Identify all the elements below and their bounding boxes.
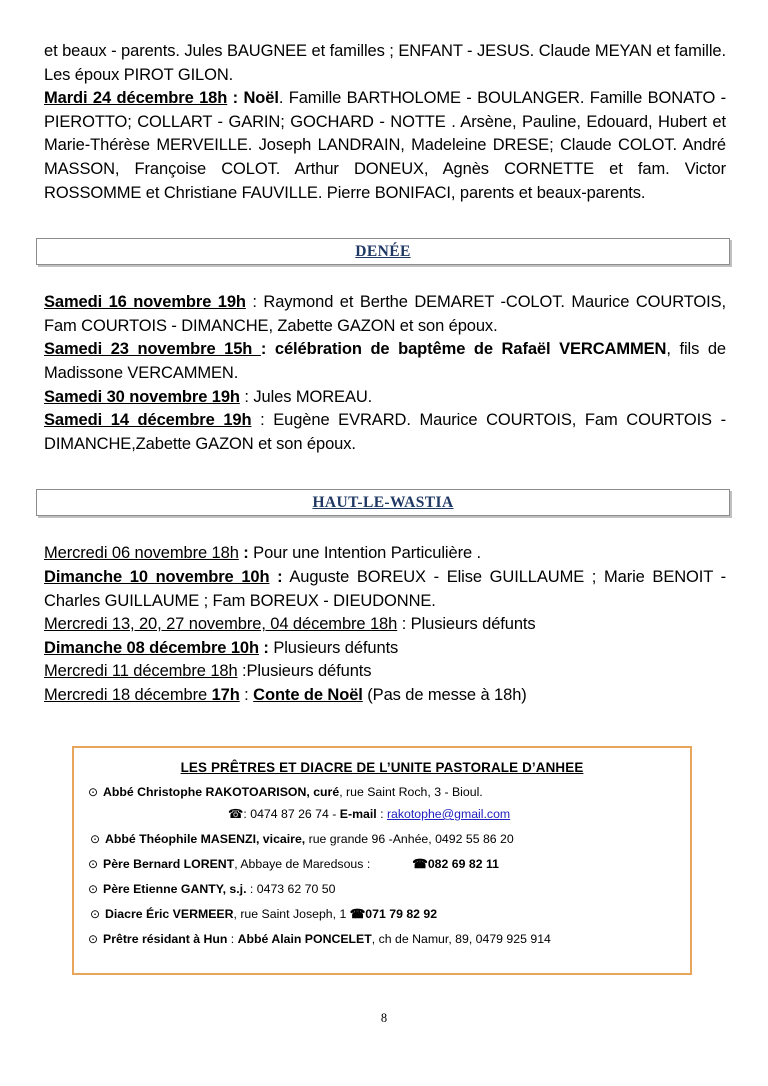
- mass-date: Samedi 30 novembre 19h: [44, 387, 240, 406]
- mass-time: 17h: [211, 685, 240, 704]
- intro-paragraph-continued: [36, 40, 730, 87]
- mass-entry: [36, 409, 730, 456]
- contact-entry-text: [103, 882, 690, 897]
- contact-row: [74, 907, 690, 922]
- mass-date: Samedi 16 novembre 19h: [44, 293, 246, 312]
- contact-entry-text: [103, 932, 690, 947]
- mass-entry: [36, 566, 730, 613]
- mass-intentions: Pour une Intention Particulière .: [248, 544, 482, 563]
- contact-address: , ch de Namur, 89, 0479 925 914: [371, 932, 551, 946]
- contact-entry-text: [103, 785, 690, 800]
- phone-icon: ☎: [349, 907, 366, 921]
- contact-row: [74, 857, 690, 872]
- email-label: E-mail: [339, 807, 377, 821]
- mass-separator: :: [239, 685, 254, 704]
- mass-separator: :: [245, 293, 264, 312]
- bullet-dot-icon: ⊙: [88, 932, 99, 946]
- contact-address: , Abbaye de Maredsous :: [234, 857, 371, 871]
- contact-entry-text: [103, 857, 690, 872]
- email-link[interactable]: rakotophe@gmail.com: [386, 807, 511, 821]
- mass-entry: [36, 542, 730, 566]
- mass-entry: [36, 684, 730, 708]
- mass-intentions: Plusieurs défunts: [410, 615, 536, 634]
- mass-entry: [36, 660, 730, 684]
- bullet-dot-icon: ⊙: [88, 857, 99, 871]
- contact-list: [74, 785, 690, 947]
- contact-entry-text: [105, 832, 690, 847]
- email-separator: :: [376, 807, 387, 821]
- mass-date: Mercredi 18 décembre: [44, 685, 212, 704]
- mass-entry: [36, 386, 730, 410]
- mass-separator: :: [269, 567, 283, 586]
- contact-address: , rue Saint Joseph, 1: [233, 907, 350, 921]
- contact-box-title: LES PRÊTRES ET DIACRE DE L’UNITE PASTORALE D’ANHEE: [180, 760, 584, 775]
- mass-separator: :: [251, 411, 274, 430]
- page-number: 8: [380, 1011, 388, 1025]
- mass-highlight: célébration de baptême de Rafaël VERCAMMEN: [274, 340, 667, 359]
- mass-separator: :: [238, 544, 249, 563]
- contact-name: Diacre Éric VERMEER: [105, 907, 234, 921]
- mass-intentions: Plusieurs défunts: [246, 662, 372, 681]
- mass-separator: :: [239, 387, 254, 406]
- section-title-denee: DENÉE: [355, 242, 411, 260]
- mass-date: Mercredi 13, 20, 27 novembre, 04 décembre 18h: [44, 615, 398, 634]
- mass-entry: [36, 338, 730, 385]
- contact-name: Abbé Théophile MASENZI, vicaire,: [105, 832, 306, 846]
- contact-address: , rue Saint Roch, 3 - Bioul.: [339, 785, 483, 799]
- noel-separator: :: [227, 89, 244, 108]
- contact-row: [74, 832, 690, 847]
- contact-label: Prêtre résidant à Hun: [103, 932, 228, 946]
- mass-separator: :: [258, 638, 269, 657]
- contact-entry-text: [105, 907, 690, 922]
- section-title-haut-le-wastia: HAUT-LE-WASTIA: [312, 493, 454, 511]
- mass-separator: :: [237, 662, 247, 681]
- mass-date: Samedi 23 novembre 15h: [44, 340, 261, 359]
- mass-note: (Pas de messe à 18h): [362, 685, 527, 704]
- document-content: [36, 40, 730, 707]
- section-header-denee: [36, 238, 730, 265]
- contact-phone: : 0473 62 70 50: [246, 882, 336, 896]
- mass-date: Dimanche 08 décembre 10h: [44, 638, 259, 657]
- mass-date: Dimanche 10 novembre 10h: [44, 567, 270, 586]
- contact-separator: :: [227, 932, 238, 946]
- intro-text-line: et beaux - parents. Jules BAUGNEE et familles ; ENFANT - JESUS. Claude MEYAN et famille. Les époux PIROT GILON.: [44, 42, 726, 84]
- spacer: [36, 456, 730, 489]
- contact-phone: 082 69 82 11: [427, 857, 499, 871]
- mass-intentions: Eugène EVRARD. Maurice COURTOIS, Fam COURTOIS - DIMANCHE,Zabette GAZON et son époux.: [44, 411, 726, 453]
- contact-address: rue grande 96 -Anhée, 0492 55 86 20: [305, 832, 514, 846]
- noel-date: Mardi 24 décembre 18h: [44, 89, 228, 108]
- mass-separator: :: [260, 340, 275, 359]
- contact-row: [74, 882, 690, 897]
- noel-intentions: . Famille BARTHOLOME - BOULANGER. Famille BONATO - PIEROTTO; COLLART - GARIN; GOCHARD - NOTTE . Arsène, Pauline, Edouard, Hubert et Marie-Thérèse MERVEILLE. Joseph LANDRAIN, Madeleine DRESE; Claude COLOT. André MASSON, Françoise COLOT. Arthur DONEUX, Agnès CORNETTE et fam. Victor ROSSOMME et Christiane FAUVILLE. Pierre BONIFACI, parents et beaux-parents.: [44, 89, 726, 202]
- mass-date: Mercredi 06 novembre 18h: [44, 544, 239, 563]
- spacer: [36, 265, 730, 291]
- spacer: [36, 516, 730, 542]
- noel-entry: [36, 87, 730, 205]
- bullet-dot-icon: ⊙: [88, 785, 99, 799]
- contact-role: , curé: [306, 785, 340, 799]
- clergy-contact-box: [72, 746, 692, 975]
- mass-highlight: Conte de Noël: [253, 685, 363, 704]
- mass-intentions: Auguste BOREUX - Elise GUILLAUME ; Marie BENOIT - Charles GUILLAUME ; Fam BOREUX - DIEUDONNE.: [44, 567, 727, 610]
- phone-icon: ☎: [227, 807, 244, 821]
- mass-entry: [36, 291, 730, 338]
- contact-name: Abbé Alain PONCELET: [237, 932, 372, 946]
- mass-intentions: Jules MOREAU.: [253, 387, 373, 406]
- contact-name: Père Etienne GANTY, s.j.: [103, 882, 247, 896]
- bullet-dot-icon: ⊙: [90, 832, 101, 846]
- section-header-haut-le-wastia: [36, 489, 730, 516]
- mass-intentions: , fils de Madissone VERCAMMEN.: [44, 340, 726, 382]
- mass-date: Mercredi 11 décembre 18h: [44, 662, 238, 681]
- bullet-dot-icon: ⊙: [88, 882, 99, 896]
- bullet-dot-icon: ⊙: [90, 907, 101, 921]
- contact-name: Abbé Christophe RAKOTOARISON: [103, 785, 307, 799]
- noel-keyword: Noël: [243, 89, 279, 108]
- contact-row: [74, 932, 690, 947]
- contact-phone: 071 79 82 92: [365, 907, 438, 921]
- phone-icon: ☎: [412, 857, 428, 871]
- contact-subline: [74, 807, 690, 822]
- mass-entry: [36, 637, 730, 661]
- mass-separator: :: [397, 615, 411, 634]
- contact-phone: : 0474 87 26 74 -: [243, 807, 340, 821]
- contact-name: Père Bernard LORENT: [103, 857, 235, 871]
- mass-intentions: Raymond et Berthe DEMARET -COLOT. Maurice COURTOIS, Fam COURTOIS - DIMANCHE, Zabette GAZON et son époux.: [44, 293, 727, 335]
- contact-row: [74, 785, 690, 800]
- mass-date: Samedi 14 décembre 19h: [44, 411, 252, 430]
- mass-intentions: Plusieurs défunts: [268, 638, 399, 657]
- mass-entry: [36, 613, 730, 637]
- spacer: [36, 205, 730, 238]
